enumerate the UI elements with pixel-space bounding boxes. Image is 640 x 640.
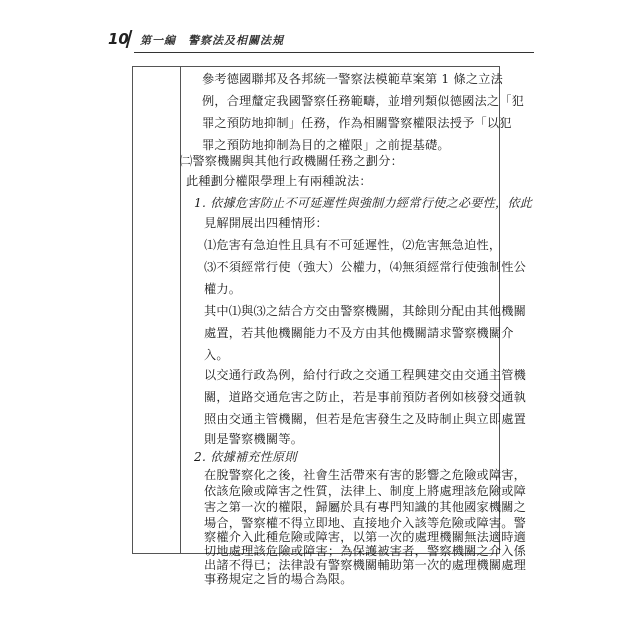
table-column-divider [180,66,181,554]
running-header [108,28,528,52]
paragraph-line: 參考德國聯邦及各邦統一警察法模範草案第 1 條之立法 [202,72,504,86]
item-heading: 2. 依據補充性原則 [194,450,297,464]
paragraph-line: 權力。 [204,282,242,296]
paragraph-line: 場合，警察權不得立即地、直接地介入該等危險或障害。警 [204,516,527,530]
paragraph-line: 切地處理該危險或障害；為保護被害者，警察機關之介入係 [204,544,527,558]
paragraph-line: 罪之預防地抑制」任務，作為相關警察權限法授予「以犯 [202,116,512,130]
paragraph-line: 依該危險或障害之性質，法律上、制度上將處理該危險或障 [204,484,527,498]
paragraph-line: 害之第一次的權限，歸屬於具有專門知識的其他國家機關之 [204,500,527,514]
paragraph-line: 照由交通主管機關，但若是危害發生之及時制止與立即處置 [204,412,527,426]
paragraph-line: 入。 [204,348,229,362]
paragraph-line: 見解開展出四種情形： [204,216,328,230]
paragraph-line: 例，合理釐定我國警察任務範疇，並增列類似德國法之「犯 [202,94,525,108]
chapter-title: 第一編 警察法及相關法規 [140,34,284,47]
paragraph-line: 則是警察機關等。 [204,432,304,446]
paragraph-line: 關，道路交通危害之防止，若是事前預防者例如核發交通執 [204,390,527,404]
paragraph-line: 出諸不得已；法律設有警察機關輔助第一次的處理機關處理 [204,558,527,572]
paragraph-line: 罪之預防地抑制為目的之權限」之前提基礎。 [202,138,450,152]
paragraph-line: 事務規定之旨的場合為限。 [204,572,353,586]
paragraph-line: 以交通行政為例，給付行政之交通工程興建交由交通主管機 [204,368,527,382]
paragraph-line: 在脫警察化之後，社會生活帶來有害的影響之危險或障害， [204,468,527,482]
section-heading: ㈡警察機關與其他行政機關任務之劃分： [180,154,403,168]
header-rule [134,52,534,53]
paragraph-line: 處置，若其他機關能力不及方由其他機關請求警察機關介 [204,326,514,340]
page-number: 10 [108,30,129,48]
paragraph-line: ⑶不須經常行使（強大）公權力，⑷無須經常行使強制性公 [204,260,527,274]
item-heading: 1. 依據危害防止不可延遲性與強制力經常行使之必要性，依此 [194,196,533,210]
paragraph-line: ⑴危害有急迫性且具有不可延遲性，⑵危害無急迫性， [204,238,502,252]
paragraph-line: 其中⑴與⑶之結合方交由警察機關，其餘則分配由其他機關 [204,304,527,318]
paragraph-line: 察權介入此種危險或障害，以第一次的處理機關無法適時適 [204,530,527,544]
subsection-intro: 此種劃分權限學理上有兩種說法： [186,174,372,188]
